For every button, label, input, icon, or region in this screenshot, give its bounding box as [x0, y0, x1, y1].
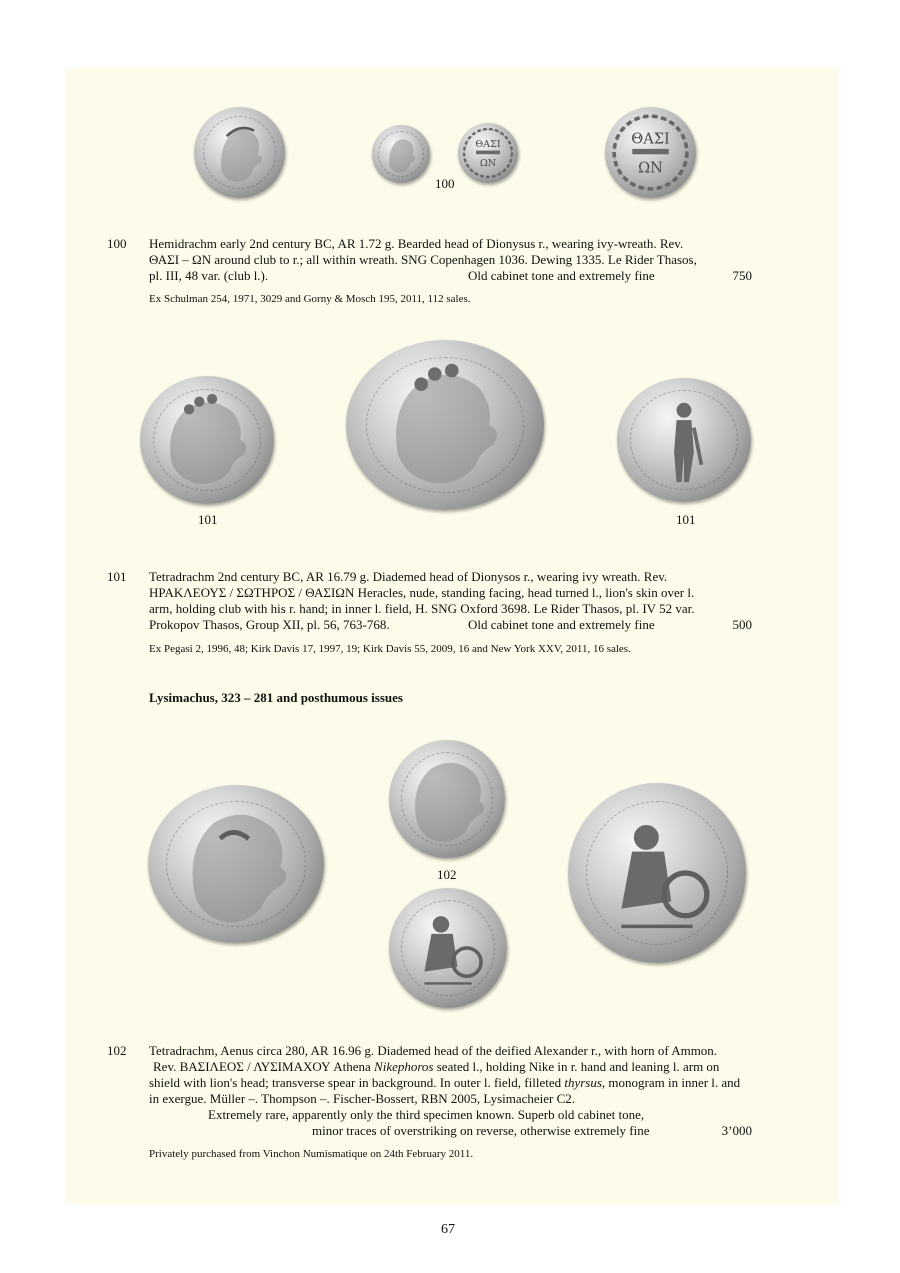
description-text: , monogram in inner l. and	[601, 1075, 741, 1090]
lot-102-description	[149, 1043, 752, 1139]
description-line	[149, 1059, 752, 1075]
price: 500	[732, 617, 752, 632]
lot-101-obverse-enlarged-coin	[346, 340, 544, 510]
lot-100-obverse-coin	[372, 125, 430, 183]
price: 3’000	[721, 1123, 752, 1138]
description-line	[149, 1075, 752, 1091]
lot-101-description	[149, 569, 752, 633]
dionysos-head-icon	[140, 376, 274, 504]
wreath-club-icon	[605, 107, 696, 198]
coin-legend-bottom: ΩΝ	[479, 158, 497, 170]
photo-label-100: 100	[435, 176, 455, 191]
lot-100-obverse-enlarged-coin	[194, 107, 285, 198]
lot-102-provenance: Privately purchased from Vinchon Numismatique on 24th February 2011.	[149, 1148, 474, 1160]
bearded-head-icon	[194, 107, 285, 198]
description-line: Tetradrachm 2nd century BC, AR 16.79 g. Diademed head of Dionysos r., wearing ivy wreath. Rev.	[149, 569, 668, 584]
description-line-tail: Prokopov Thasos, Group XII, pl. 56, 763-768.	[149, 617, 390, 632]
description-line: Hemidrachm early 2nd century BC, AR 1.72 g. Bearded head of Dionysus r., wearing ivy-wreath. Rev.	[149, 236, 684, 251]
description-text: seated l., holding Nike in r. hand and leaning l. arm on	[433, 1059, 720, 1074]
description-text: shield with lion's head; transverse spear in background. In outer l. field, filleted	[149, 1075, 565, 1090]
condition-text: Old cabinet tone and extremely fine	[468, 617, 655, 632]
lot-number-102: 102	[107, 1043, 127, 1058]
alexander-head-icon	[389, 740, 505, 858]
lot-101-provenance: Ex Pegasi 2, 1996, 48; Kirk Davis 17, 1997, 19; Kirk Davis 55, 2009, 16 and New York XXV, 2011, 16 sales.	[149, 643, 631, 655]
description-line: in exergue. Müller –. Thompson –. Fischer-Bossert, RBN 2005, Lysimacheier C2.	[149, 1091, 576, 1106]
condition-line	[149, 1123, 752, 1139]
description-line: arm, holding club with his r. hand; in inner l. field, H. SNG Oxford 3698. Le Rider Thasos, pl. IV 52 var.	[149, 601, 695, 616]
description-text: Rev. ΒΑΣΙΛΕΟΣ / ΛΥΣΙΜΑΧΟΥ Athena	[153, 1059, 375, 1074]
athena-seated-icon	[568, 783, 746, 963]
coin-legend-top: ΘΑΣΙ	[631, 130, 670, 148]
description-italic: thyrsus	[564, 1075, 602, 1090]
photo-label-101-right: 101	[676, 512, 696, 527]
description-line: ΗΡΑΚΛΕΟΥΣ / ΣΩΤΗΡΟΣ / ΘΑΣΙΩΝ Heracles, nude, standing facing, head turned l., lion's skin over l.	[149, 585, 695, 600]
heracles-standing-icon	[617, 378, 751, 502]
page-number: 67	[441, 1222, 455, 1237]
alexander-head-icon	[148, 785, 324, 943]
lot-101-obverse-coin	[140, 376, 274, 504]
description-line	[149, 617, 752, 633]
lot-102-reverse-coin	[389, 888, 507, 1008]
lot-101-reverse-coin	[617, 378, 751, 502]
lot-100-provenance: Ex Schulman 254, 1971, 3029 and Gorny & Mosch 195, 2011, 112 sales.	[149, 293, 471, 305]
description-line	[149, 268, 752, 284]
description-line: Tetradrachm, Aenus circa 280, AR 16.96 g. Diademed head of the deified Alexander r., with horn of Ammon.	[149, 1043, 718, 1058]
lot-102-obverse-enlarged-coin	[148, 785, 324, 943]
lot-100-description	[149, 236, 752, 284]
description-line-tail: pl. III, 48 var. (club l.).	[149, 268, 269, 283]
description-line: ΘΑΣΙ – ΩΝ around club to r.; all within wreath. SNG Copenhagen 1036. Dewing 1335. Le Rider Thasos,	[149, 252, 697, 267]
description-italic: Nikephoros	[374, 1059, 434, 1074]
lot-100-reverse-enlarged-coin	[605, 107, 696, 198]
coin-legend-bottom: ΩΝ	[638, 159, 663, 177]
lot-102-obverse-coin	[389, 740, 505, 858]
wreath-club-icon	[458, 123, 518, 183]
photo-label-101-left: 101	[198, 512, 218, 527]
coin-legend-top: ΘΑΣΙ	[475, 139, 501, 150]
athena-seated-icon	[389, 888, 507, 1008]
lot-number-101: 101	[107, 569, 127, 584]
lot-number-100: 100	[107, 236, 127, 251]
lot-100-reverse-coin	[458, 123, 518, 183]
lot-102-reverse-enlarged-coin	[568, 783, 746, 963]
section-heading: Lysimachus, 323 – 281 and posthumous issues	[149, 690, 403, 705]
condition-text: Old cabinet tone and extremely fine	[468, 268, 655, 283]
dionysos-head-icon	[346, 340, 544, 510]
bearded-head-icon	[372, 125, 430, 183]
condition-text: minor traces of overstriking on reverse, otherwise extremely fine	[312, 1123, 650, 1138]
condition-line: Extremely rare, apparently only the third specimen known. Superb old cabinet tone,	[208, 1107, 645, 1122]
price: 750	[732, 268, 752, 283]
photo-label-102: 102	[437, 867, 457, 882]
